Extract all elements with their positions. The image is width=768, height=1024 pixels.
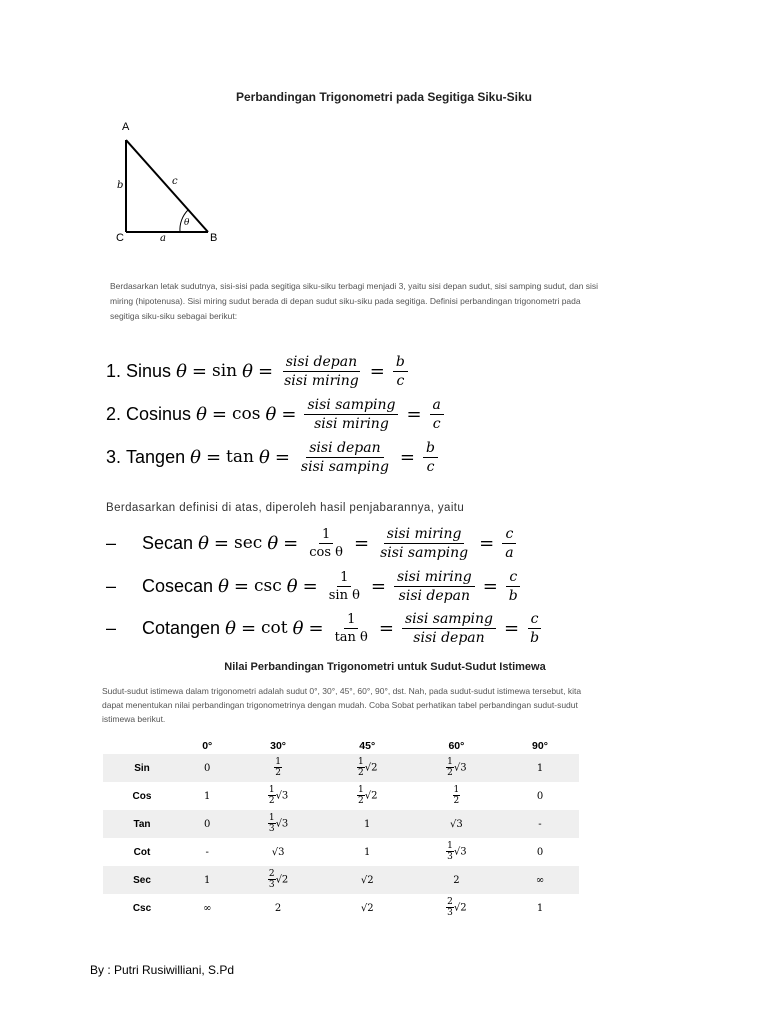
fraction-words: $\frac{\text{sisi miring}}{\text{sisi depan}}$ — [394, 570, 475, 603]
table-cell: $\frac{1}{2}$ √2 — [323, 754, 412, 782]
fraction-letters: $\frac{b}{c}$ — [423, 441, 438, 474]
table-cell: $\frac{1}{2}$ √3 — [268, 785, 289, 806]
side-c-line — [126, 140, 208, 232]
table-corner — [103, 738, 181, 754]
table-cell: $\frac{1}{3}$ √3 — [447, 841, 467, 862]
fraction-letters: $\frac{c}{a}$ — [502, 527, 516, 560]
fraction-letters: $\frac{a}{c}$ — [430, 398, 444, 431]
formula-secan: – Secan θ = sec θ = $\frac{1}{\text{cos θ}}$ = $\frac{\text{sisi miring}}{\text{sisi samping}}$ = $\frac{c}{a}$ — [106, 523, 520, 563]
fraction-words: $\frac{\text{sisi samping}}{\text{sisi miring}}$ — [304, 398, 398, 431]
table-cell: $\frac{1}{2}$ — [233, 754, 322, 782]
table-cell: 0 — [181, 810, 233, 838]
table-row-label: Csc — [132, 902, 152, 914]
fraction-words: $\frac{\text{sisi samping}}{\text{sisi depan}}$ — [402, 612, 496, 645]
table-row — [103, 810, 579, 838]
fraction-letters: $\frac{c}{b}$ — [506, 570, 521, 603]
formula-cosecan: – Cosecan θ = csc θ = $\frac{1}{\text{sin θ}}$ = $\frac{\text{sisi miring}}{\text{sisi depan}}$ = $\frac{c}{b}$ — [106, 566, 524, 606]
table-row-label: Cos — [132, 790, 152, 802]
table-header-cell: 90° — [532, 740, 548, 752]
table-row-label: Sin — [103, 754, 181, 782]
function-name: sin — [212, 361, 238, 381]
formula-cosinus: 2. Cosinus θ = cos θ = $\frac{\text{sisi samping}}{\text{sisi miring}}$ = $\frac{a}{c}$ — [106, 394, 447, 434]
table-cell: 1 — [181, 866, 233, 894]
table-header-cell: 45° — [359, 740, 376, 752]
table-cell: 1 — [501, 754, 579, 782]
table-row — [103, 754, 579, 782]
table-cell: 1 — [364, 846, 371, 858]
side-b-label: b — [117, 180, 124, 191]
table-cell: 2 — [274, 902, 282, 914]
table-cell: 0 — [181, 754, 233, 782]
table-cell: $\frac{1}{2}$ √3 — [412, 754, 501, 782]
table-header-cell: 30° — [270, 740, 287, 752]
table-cell: - — [205, 846, 209, 858]
section-title-right-triangle: Perbandingan Trigonometri pada Segitiga Siku-Siku — [235, 90, 533, 104]
formula-tangen: 3. Tangen θ = tan θ = $\frac{\text{sisi depan}}{\text{sisi samping}}$ = $\frac{b}{c}$ — [106, 437, 441, 477]
intro-line-2: miring (hipotenusa). Sisi miring sudut berada di depan sudut siku-siku pada segitiga. Definisi perbandingan trigonometri pada — [110, 296, 581, 306]
theta-symbol: θ — [176, 360, 187, 382]
vertex-b-label: B — [210, 232, 218, 244]
table-cell: $\frac{1}{2}$ — [453, 785, 460, 806]
formula-sinus: 1. Sinus θ = sin θ = $\frac{\text{sisi depan}}{\text{sisi miring}}$ = $\frac{b}{c}$ — [106, 351, 411, 391]
table-cell: $\frac{2}{3}$ √2 — [233, 866, 322, 894]
side-c-label: c — [172, 176, 178, 187]
table-cell: √2 — [323, 866, 412, 894]
fraction-words: $\frac{\text{sisi depan}}{\text{sisi samping}}$ — [300, 439, 389, 475]
table-row — [103, 782, 579, 810]
table-cell: 0 — [536, 846, 544, 858]
intro-line-3: segitiga siku-siku sebagai berikut: — [110, 311, 238, 321]
vertex-c-label: C — [116, 232, 124, 244]
side-a-label: a — [160, 233, 166, 244]
table-row — [103, 866, 579, 894]
table-cell: 0 — [536, 790, 544, 802]
special-line-3: istimewa berikut. — [102, 714, 166, 724]
table-cell: $\frac{1}{2}$ √2 — [358, 785, 378, 806]
table-row-label: Cot — [133, 846, 151, 858]
section-title-special-angles: Nilai Perbandingan Trigonometri untuk Sudut-Sudut Istimewa — [224, 661, 546, 673]
table-cell: $\frac{2}{3}$ √2 — [447, 897, 467, 918]
author-credit: By : Putri Rusiwilliani, S.Pd — [90, 963, 235, 977]
table-row-label: Tan — [103, 810, 181, 838]
fraction-words: $\frac{\text{sisi miring}}{\text{sisi samping}}$ — [380, 525, 469, 561]
fraction-reciprocal: $\frac{1}{\text{tan θ}}$ — [334, 611, 368, 645]
fraction-words: $\frac{\text{sisi depan}}{\text{sisi miring}}$ — [284, 353, 359, 389]
table-header-row — [103, 738, 579, 754]
angle-theta-label: θ — [184, 218, 190, 228]
table-row — [103, 894, 579, 922]
table-cell: √3 — [412, 810, 501, 838]
table-cell: 1 — [323, 810, 412, 838]
table-cell: 1 — [536, 902, 544, 914]
table-cell: √2 — [360, 902, 374, 914]
fraction-reciprocal: $\frac{1}{\text{sin θ}}$ — [328, 569, 360, 603]
intro-line-1: Berdasarkan letak sudutnya, sisi-sisi pada segitiga siku-siku terbagi menjadi 3, yaitu sisi depan sudut, sisi samping sudut, dan sisi — [110, 281, 599, 291]
table-header-cell: 0° — [202, 740, 213, 752]
special-angles-table — [103, 738, 579, 922]
fraction-letters: $\frac{b}{c}$ — [393, 355, 408, 388]
special-line-2: dapat menentukan nilai perbandingan trigonometrinya dengan mudah. Coba Sobat perhatikan tabel perbandingan sudut-sudut — [102, 700, 578, 710]
formula-cotangen: – Cotangen θ = cot θ = $\frac{1}{\text{tan θ}}$ = $\frac{\text{sisi samping}}{\text{sisi depan}}$ = $\frac{c}{b}$ — [106, 608, 545, 648]
table-row — [103, 838, 579, 866]
table-cell: √3 — [271, 846, 285, 858]
fraction-reciprocal: $\frac{1}{\text{cos θ}}$ — [309, 526, 344, 560]
special-line-1: Sudut-sudut istimewa dalam trigonometri adalah sudut 0°, 30°, 45°, 60°, 90°, dst. Nah, pada sudut-sudut istimewa tersebut, kita — [102, 686, 582, 696]
fraction-letters: $\frac{c}{b}$ — [527, 612, 542, 645]
table-header-cell: 60° — [448, 740, 465, 752]
formula-name: Sinus — [126, 360, 172, 381]
table-cell: $\frac{1}{3}$ √3 — [233, 810, 322, 838]
table-cell: 1 — [204, 790, 211, 802]
table-cell: 2 — [412, 866, 501, 894]
table-cell: - — [501, 810, 579, 838]
intro-paragraph — [110, 279, 680, 324]
right-triangle-diagram — [108, 120, 228, 250]
formula-number: 1. — [106, 360, 122, 381]
special-angles-paragraph — [102, 684, 672, 726]
derivation-intro: Berdasarkan definisi di atas, diperoleh hasil penjabarannya, yaitu — [106, 502, 465, 514]
table-row-label: Sec — [103, 866, 181, 894]
vertex-a-label: A — [122, 121, 130, 133]
table-cell: ∞ — [501, 866, 579, 894]
table-cell: ∞ — [203, 902, 212, 914]
